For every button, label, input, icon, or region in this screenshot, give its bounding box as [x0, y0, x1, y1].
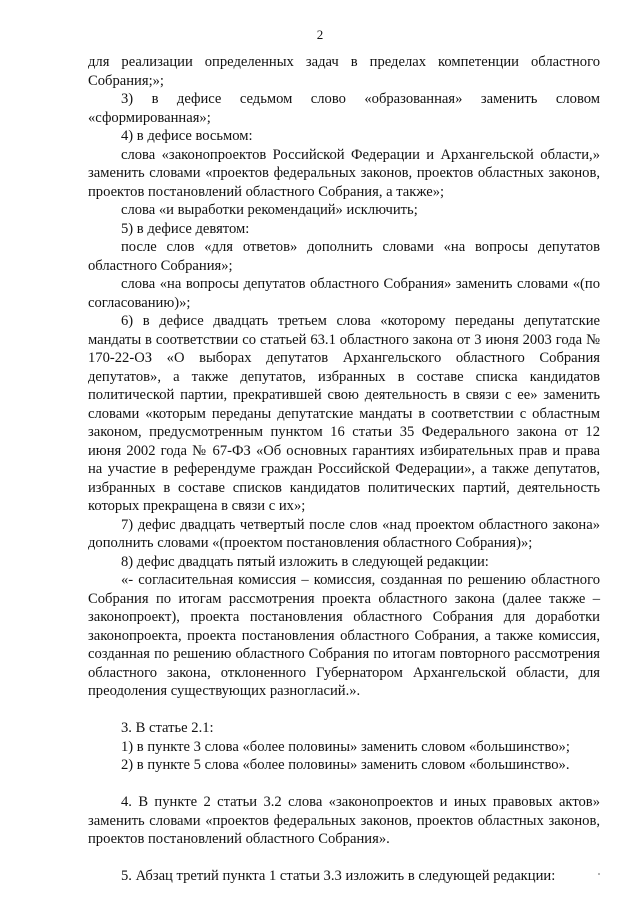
- paragraph-item-8: 8) дефис двадцать пятый изложить в следующей редакции:: [121, 553, 489, 570]
- document-body: [88, 53, 600, 886]
- paragraph-section-3: 3. В статье 2.1:: [121, 720, 214, 736]
- paragraph-item-5-replace: слова «на вопросы депутатов областного Собрания» заменить словами «(по согласованию)»;: [88, 276, 600, 311]
- paragraph-item-3: 3) в дефисе седьмом слово «образованная» заменить словом «сформированная»;: [88, 91, 600, 126]
- paragraph-item-7: 7) дефис двадцать четвертый после слов «над проектом областного закона» дополнить словами «(проектом постановления областного Собрания)»;: [88, 516, 600, 551]
- paragraph-item-4: 4) в дефисе восьмом:: [121, 128, 253, 144]
- paragraph-item-8-text: «- согласительная комиссия – комиссия, созданная по решению областного Собрания по итогам рассмотрения проекта областного закона (далее также – законопроект), проекта постановления областного Собрания для доработки законопроекта, проекта постановления областного Собрания, а также комиссия, созданная по решению областного Собрания по итогам повторного рассмотрения областного закона, отклоненного Губернатором Архангельской области, для преодоления существующих разногласий.».: [88, 572, 600, 699]
- paragraph-section-5: 5. Абзац третий пункта 1 статьи 3.3 изложить в следующей редакции:: [121, 868, 556, 884]
- paragraph-item-4-exclude: слова «и выработки рекомендаций» исключить;: [121, 202, 418, 218]
- paragraph-continuation: для реализации определенных задач в пределах компетенции областного Собрания;»;: [88, 54, 600, 89]
- page-number: 2: [316, 27, 324, 42]
- paragraph-section-3-item-2: 2) в пункте 5 слова «более половины» заменить словом «большинство».: [121, 757, 570, 773]
- paragraph-section-4: 4. В пункте 2 статьи 3.2 слова «законопроектов и иных правовых актов» заменить словами «проектов федеральных законов, проектов областных законов, проектов постановлений областного Собрания».: [88, 794, 600, 847]
- paragraph-section-3-item-1: 1) в пункте 3 слова «более половины» заменить словом «большинство»;: [121, 738, 570, 755]
- paragraph-item-6: 6) в дефисе двадцать третьем слова «которому переданы депутатские мандаты в соответствии со статьей 63.1 областного закона от 3 июня 2003 года № 170-22-ОЗ «О выборах депутатов Архангельского областного Собрания депутатов», а также депутатов, избранных в составе списка кандидатов политической партии, прекратившей свою деятельность в связи с ее» заменить словами «которым переданы депутатские мандаты в соответствии с областным законом, предусмотренным пунктом 16 статьи 35 Федерального закона от 12 июня 2002 года № 67-ФЗ «Об основных гарантиях избирательных прав и права на участие в референдуме граждан Российской Федерации», а также депутатов, избранных в составе списков кандидатов политических партий, деятельность которых прекращена в связи с их»;: [88, 313, 600, 514]
- paragraph-item-5-after: после слов «для ответов» дополнить словами «на вопросы депутатов областного Собрания»;: [88, 239, 600, 274]
- paragraph-item-5: 5) в дефисе девятом:: [121, 220, 250, 237]
- scan-dot: [598, 873, 600, 875]
- paragraph-item-4-words: слова «законопроектов Российской Федерации и Архангельской области,» заменить словами «проектов федеральных законов, проектов областных законов, проектов постановлений областного Собрания, а также»;: [88, 146, 600, 200]
